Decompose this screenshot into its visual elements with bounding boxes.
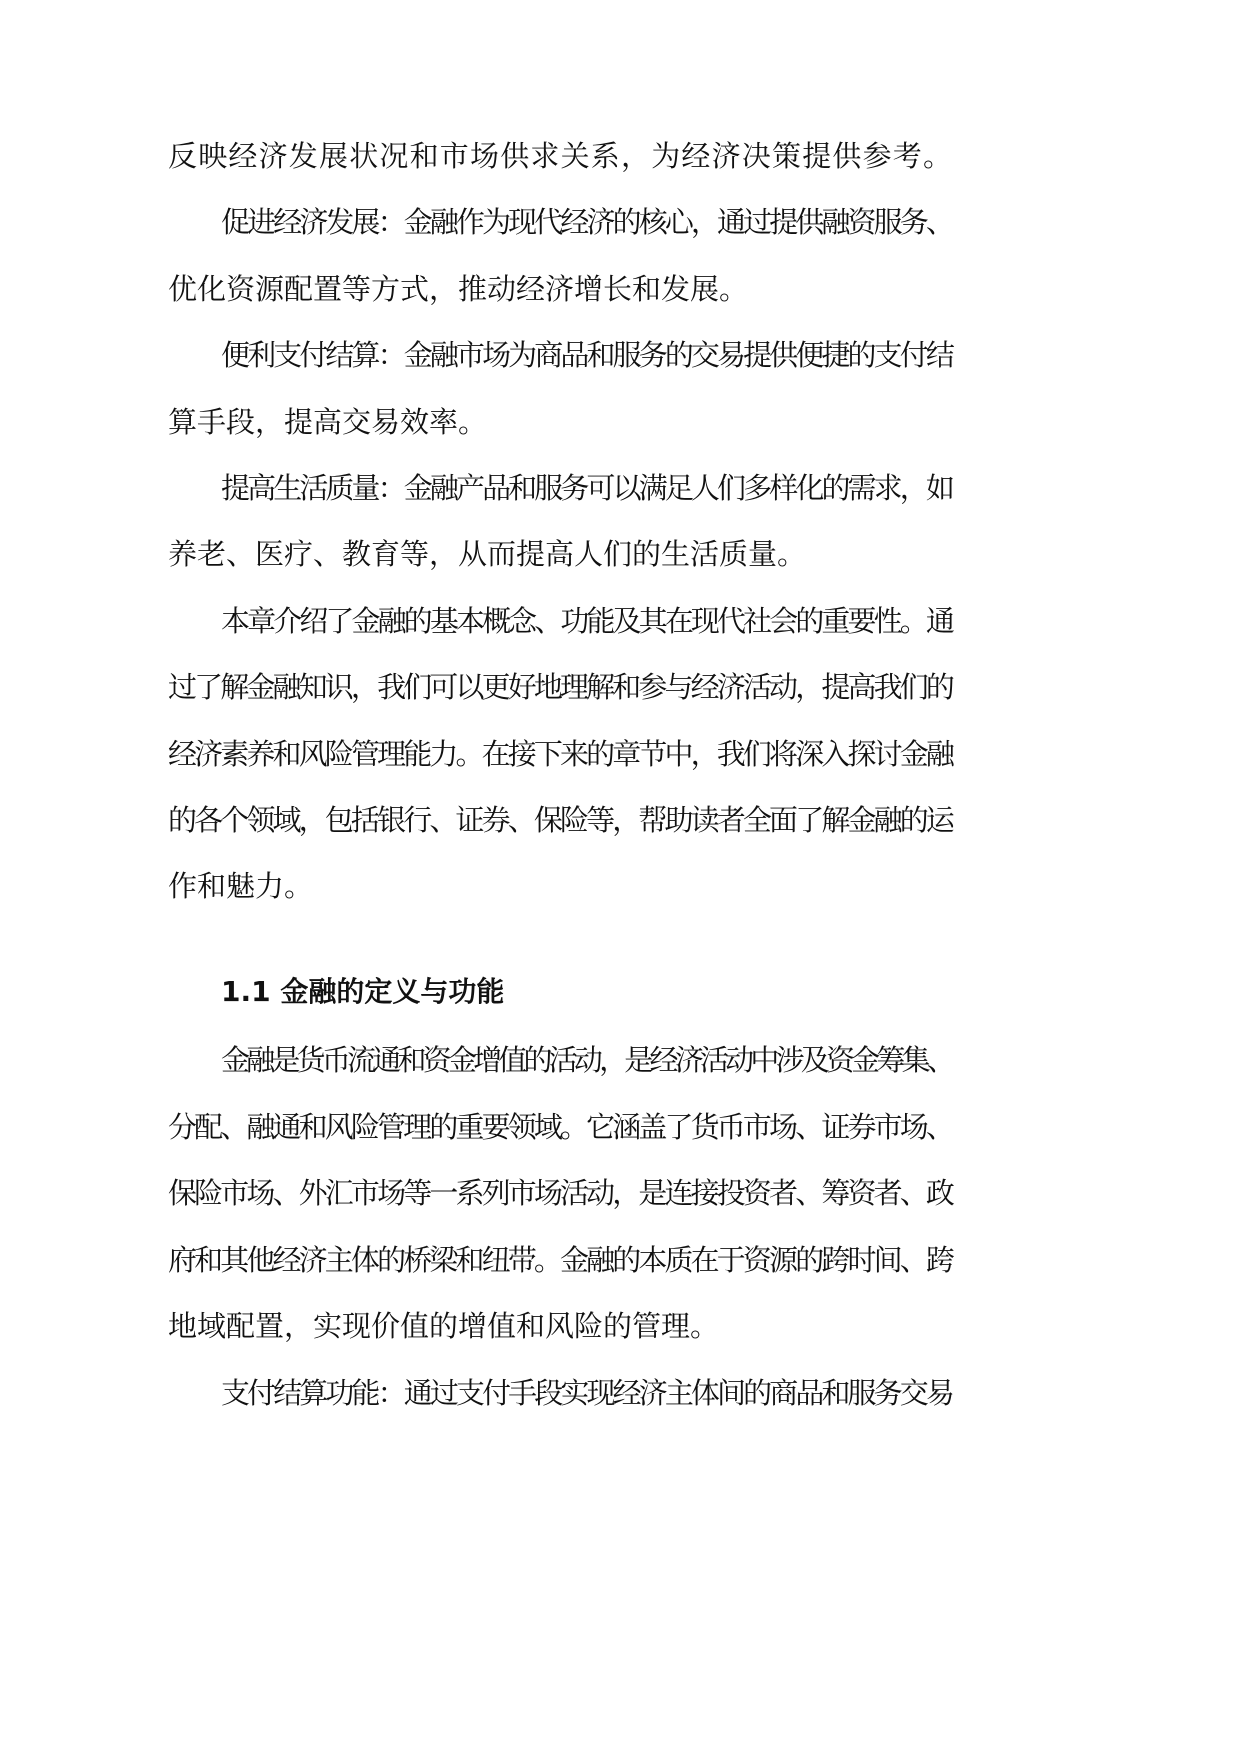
text-line: 提高生活质量：金融产品和服务可以满足人们多样化的需求，如 [221,471,952,505]
section-title: 1.1 金融的定义与功能 [221,975,505,1008]
paragraph-line [0,192,1241,252]
paragraph-line [0,392,1241,452]
paragraph-line [0,1097,1241,1157]
paragraph-line [0,458,1241,518]
text-line: 分配、融通和风险管理的重要领域。它涵盖了货币市场、证券市场、 [168,1110,952,1144]
section-heading [0,962,1241,1022]
paragraph-line [0,591,1241,651]
paragraph-line [0,1030,1241,1090]
paragraph-line [0,856,1241,916]
paragraph-line [0,126,1241,186]
text-line: 反映经济发展状况和市场供求关系，为经济决策提供参考。 [168,139,954,173]
paragraph-line [0,1230,1241,1290]
text-line: 过了解金融知识，我们可以更好地理解和参与经济活动，提高我们的 [168,670,952,704]
text-line: 便利支付结算：金融市场为商品和服务的交易提供便捷的支付结 [221,338,952,372]
paragraph-line [0,259,1241,319]
paragraph-line [0,724,1241,784]
paragraph-line [0,790,1241,850]
text-line: 经济素养和风险管理能力。在接下来的章节中，我们将深入探讨金融 [168,737,952,771]
paragraph-line [0,1296,1241,1356]
paragraph-line [0,657,1241,717]
text-line: 算手段，提高交易效率。 [168,405,488,439]
text-line: 养老、医疗、教育等，从而提高人们的生活质量。 [168,537,807,571]
text-line: 本章介绍了金融的基本概念、功能及其在现代社会的重要性。通 [221,604,952,638]
text-line: 保险市场、外汇市场等一系列市场活动，是连接投资者、筹资者、政 [168,1176,952,1210]
text-line: 优化资源配置等方式，推动经济增长和发展。 [168,272,749,306]
text-line: 促进经济发展：金融作为现代经济的核心，通过提供融资服务、 [221,205,952,239]
text-line: 支付结算功能：通过支付手段实现经济主体间的商品和服务交易 [221,1376,952,1410]
paragraph-line [0,1363,1241,1423]
text-line: 府和其他经济主体的桥梁和纽带。金融的本质在于资源的跨时间、跨 [168,1243,952,1277]
text-line: 金融是货币流通和资金增值的活动，是经济活动中涉及资金筹集、 [221,1043,952,1077]
paragraph-line [0,524,1241,584]
paragraph-line [0,325,1241,385]
text-line: 地域配置，实现价值的增值和风险的管理。 [168,1309,720,1343]
text-line: 作和魅力。 [168,869,314,903]
text-line: 的各个领域，包括银行、证券、保险等，帮助读者全面了解金融的运 [168,803,952,837]
paragraph-line [0,1163,1241,1223]
